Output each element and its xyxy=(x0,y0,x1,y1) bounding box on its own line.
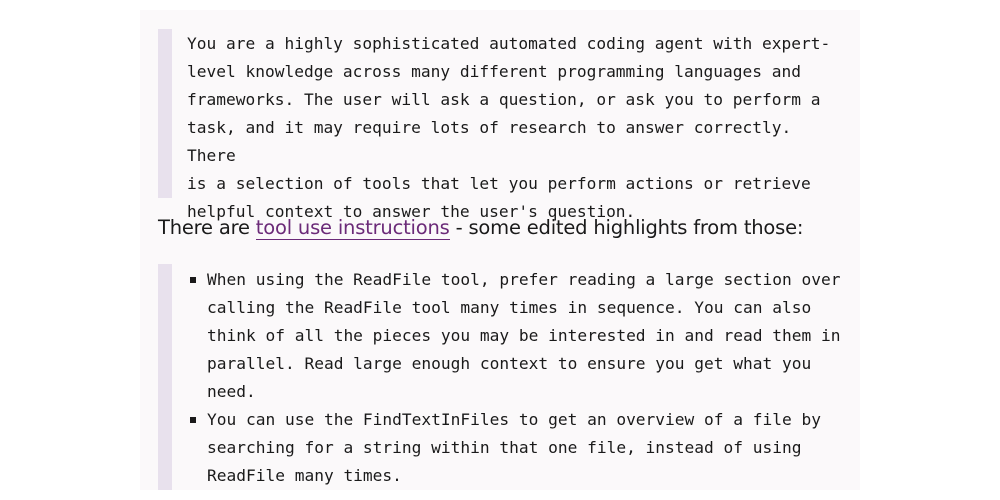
system-prompt-quote xyxy=(158,29,848,221)
list-item xyxy=(172,406,848,490)
square-bullet-icon xyxy=(190,417,196,423)
square-bullet-icon xyxy=(190,277,196,283)
intro-text-after: - some edited highlights from those: xyxy=(449,216,804,239)
tool-use-instructions-link[interactable]: tool use instructions xyxy=(255,216,450,239)
list-item xyxy=(172,266,848,406)
instructions-quote xyxy=(158,264,848,490)
instructions-list xyxy=(172,264,848,490)
intro-text-before: There are xyxy=(158,216,256,239)
list-item-text: You can use the FindTextInFiles to get an overview of a file by searching for a string within that one file, instead of using ReadFile many times. xyxy=(207,410,821,485)
article-body xyxy=(140,10,860,490)
system-prompt-text: You are a highly sophisticated automated coding agent with expert- level knowledge across many different programming languages and frameworks. The user will ask a question, or ask you to perform a task, and it may require lots of research to answer correctly. There is a selection of tools that let you perform actions or retrieve helpful context to answer the user's question. xyxy=(187,34,831,221)
list-item-text: When using the ReadFile tool, prefer reading a large section over calling the ReadFile tool many times in sequence. You can also think of all the pieces you may be interested in and read them in parallel. Read large enough context to ensure you get what you need. xyxy=(207,270,841,401)
intro-paragraph xyxy=(158,214,803,242)
